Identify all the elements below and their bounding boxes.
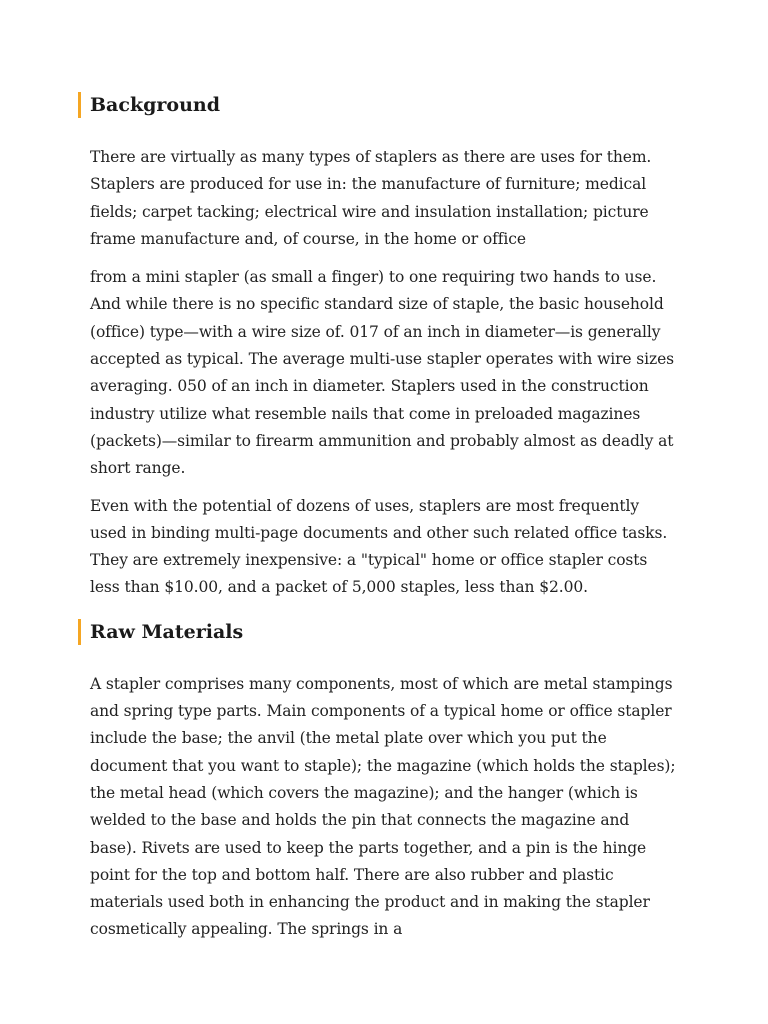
paragraph-background-1: There are virtually as many types of staplers as there are uses for them. Staplers are produced for use in: the manufacture of furniture; medical fields; carpet tacking; electrical wire and insulation installation; picture frame manufacture and, of course, in the home or office (90, 148, 652, 248)
heading-accent-bar (78, 619, 81, 645)
paragraph-raw-materials-1: A stapler comprises many components, most of which are metal stampings and spring type parts. Main components of a typical home or office stapler include the base; the anvil (the metal plate over which you put the document that you want to staple); the magazine (which holds the staples); the metal head (which covers the magazine); and the hanger (which is welded to the base and holds the pin that connects the magazine and base). Rivets are used to keep the parts together, and a pin is the hinge point for the top and bottom half. There are also rubber and plastic materials used both in enhancing the product and in making the stapler cosmetically appealing. The springs in a (90, 674, 676, 939)
section-heading-raw-materials (90, 615, 680, 649)
paragraph-background-2: from a mini stapler (as small a finger) to one requiring two hands to use. And while there is no specific standard size of staple, the basic household (office) type—with a wire size of. 017 of an inch in diameter—is generally accepted as typical. The average multi-use stapler operates with wire sizes averaging. 050 of an inch in diameter. Staplers used in the construction industry utilize what resemble nails that come in preloaded magazines (packets)—similar to firearm ammunition and probably almost as deadly at short range. (90, 268, 675, 478)
heading-accent-bar (78, 92, 81, 118)
document-page (90, 88, 680, 944)
section-heading-background (90, 88, 680, 122)
section-heading-text: Background (90, 94, 220, 116)
paragraph-background-3: Even with the potential of dozens of uses, staplers are most frequently used in binding multi-page documents and other such related office tasks. They are extremely inexpensive: a "typical" home or office stapler costs less than $10.00, and a packet of 5,000 staples, less than $2.00. (90, 496, 668, 597)
section-heading-text: Raw Materials (90, 620, 244, 643)
